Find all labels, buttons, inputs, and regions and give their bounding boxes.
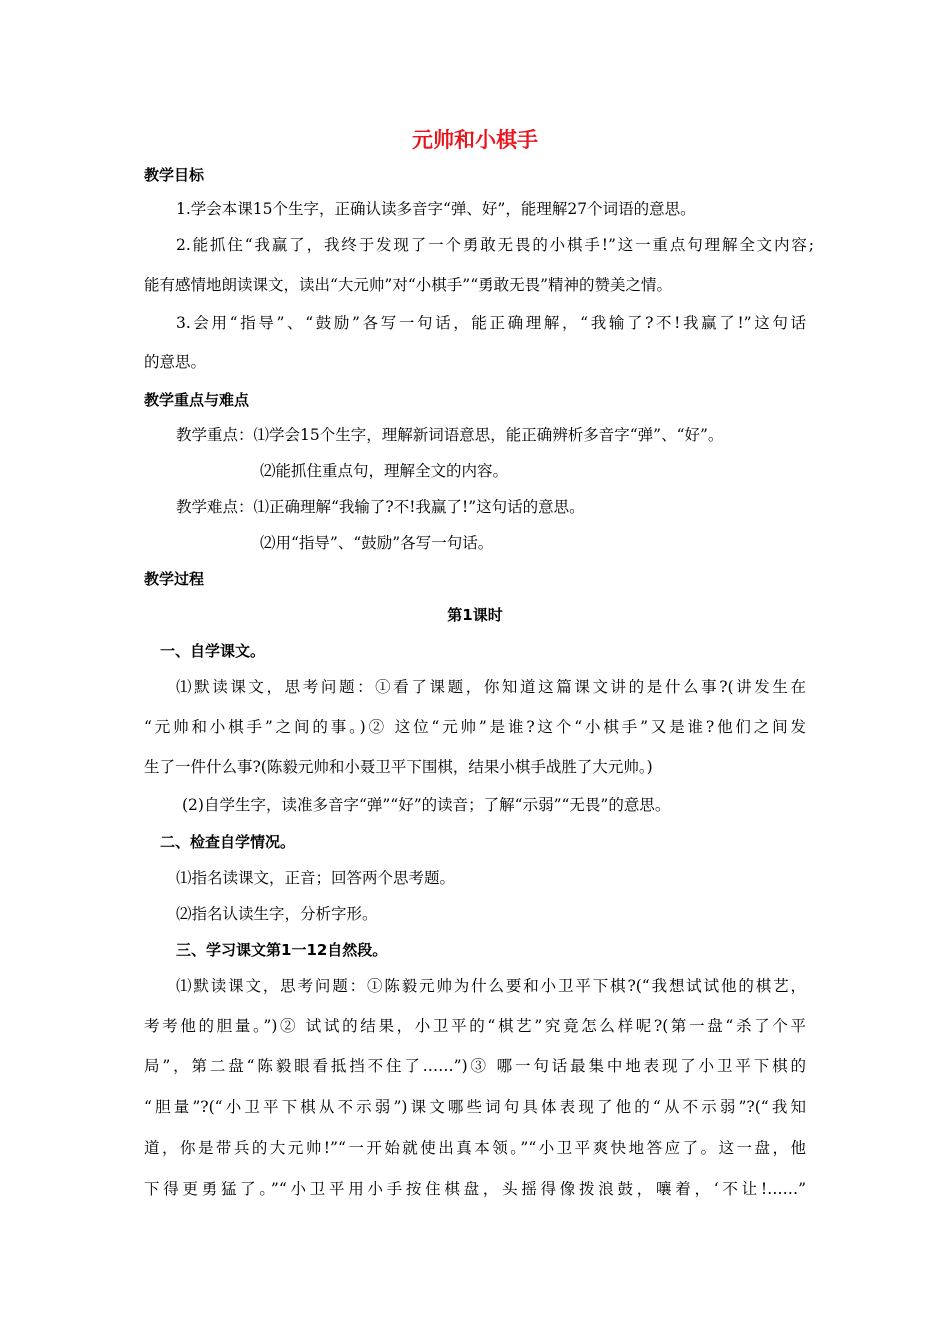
heading-process: 教学过程 [144,570,205,588]
document-title: 元帅和小棋手 [412,127,538,152]
paragraph-line: 的意思。 [144,353,207,371]
paragraph-line: 2.能抓住“我赢了，我终于发现了一个勇敢无畏的小棋手!”这一重点句理解全文内容; [176,236,814,254]
paragraph-line: 道，你是带兵的大元帅!”“一开始就使出真本领。”“小卫平爽快地答应了。这一盘，他 [144,1139,806,1157]
paragraph-line: 1.学会本课15个生字，正确认读多音字“弹、好”，能理解27个词语的意思。 [176,200,696,218]
paragraph-line: ⑵能抓住重点句，理解全文的内容。 [260,462,509,480]
paragraph-line: ⑵指名认读生字，分析字形。 [176,905,378,923]
paragraph-line: ⑵用“指导”、“鼓励”各写一句话。 [260,534,494,552]
paragraph-line: 局”，第二盘“陈毅眼看抵挡不住了……”)③ 哪一句话最集中地表现了小卫平下棋的 [144,1057,806,1075]
paragraph-line: 教学重点：⑴学会15个生字，理解新词语意思，能正确辨析多音字“弹”、“好”。 [176,426,724,444]
section-heading: 三、学习课文第1一12自然段。 [176,941,388,959]
paragraph-line: ⑴默读课文，思考问题：①看了课题，你知道这篇课文讲的是什么事?(讲发生在 [176,678,806,696]
paragraph-line: 生了一件什么事?(陈毅元帅和小聂卫平下围棋，结果小棋手战胜了大元帅。) [144,758,653,776]
section-heading: 二、检查自学情况。 [160,833,296,851]
paragraph-line: (2)自学生字，读准多音字“弹”“好”的读音；了解“示弱”“无畏”的意思。 [182,796,671,814]
lesson-heading: 第1课时 [447,606,503,624]
heading-key-points: 教学重点与难点 [144,391,250,409]
heading-objectives: 教学目标 [144,166,205,184]
section-heading: 一、自学课文。 [160,642,266,660]
paragraph-line: ⑴默读课文，思考问题：①陈毅元帅为什么要和小卫平下棋?(“我想试试他的棋艺， [176,977,806,995]
paragraph-line: 考考他的胆量。”)② 试试的结果，小卫平的“棋艺”究竟怎么样呢?(第一盘“杀了个平 [144,1017,806,1035]
paragraph-line: 教学难点：⑴正确理解“我输了?不!我赢了!”这句话的意思。 [176,498,585,516]
paragraph-line: “元帅和小棋手”之间的事。)② 这位“元帅”是谁?这个“小棋手”又是谁?他们之间发 [144,718,806,736]
paragraph-line: ⑴指名读课文，正音；回答两个思考题。 [176,869,456,887]
paragraph-line: 能有感情地朗读课文，读出“大元帅”对“小棋手”“勇敢无畏”精神的赞美之情。 [144,276,673,294]
paragraph-line: 3.会用“指导”、“鼓励”各写一句话，能正确理解，“我输了?不!我赢了!”这句话 [176,314,806,332]
paragraph-line: “胆量”?(“小卫平下棋从不示弱”)课文哪些词句具体表现了他的“从不示弱”?(“我知 [144,1098,806,1116]
paragraph-line: 下得更勇猛了。”“小卫平用小手按住棋盘，头摇得像拨浪鼓，嚷着，‘不让!……” [144,1180,806,1198]
